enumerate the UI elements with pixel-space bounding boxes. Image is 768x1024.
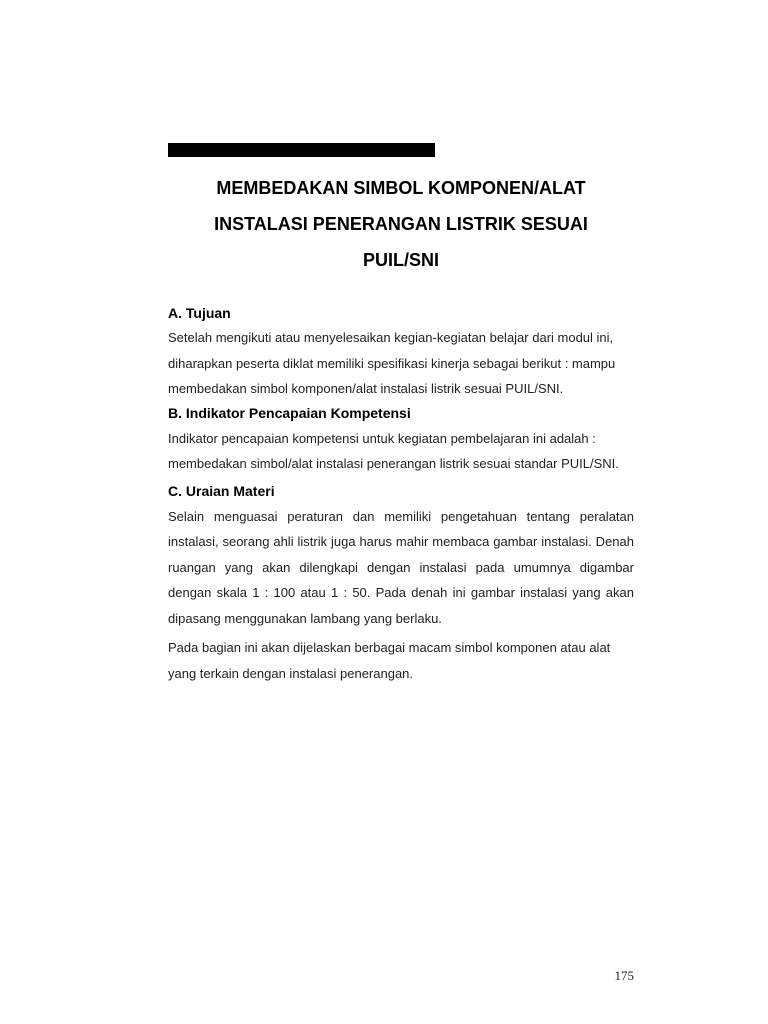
section-uraian-materi — [168, 482, 634, 687]
section-tujuan — [168, 304, 634, 402]
section-indikator — [168, 404, 634, 477]
title-line-2: INSTALASI PENERANGAN LISTRIK SESUAI — [214, 214, 588, 234]
title-line-1: MEMBEDAKAN SIMBOL KOMPONEN/ALAT — [216, 178, 586, 198]
content-body — [168, 304, 634, 686]
paragraph-indikator: Indikator pencapaian kompetensi untuk kegiatan pembelajaran ini adalah : membedakan simbol/alat instalasi penerangan listrik sesuai standar PUIL/SNI. — [168, 430, 619, 471]
paragraph-tujuan: Setelah mengikuti atau menyelesaikan kegian-kegiatan belajar dari modul ini, diharapkan peserta diklat memiliki spesifikasi kinerja sebagai berikut : mampu membedakan simbol komponen/alat instalasi listrik sesuai PUIL/SNI. — [168, 330, 616, 396]
section-heading-tujuan: A. Tujuan — [168, 305, 231, 321]
section-heading-indikator: B. Indikator Pencapaian Kompetensi — [168, 404, 411, 421]
paragraph-uraian-1: Selain menguasai peraturan dan memiliki pengetahuan tentang peralatan instalasi, seorang ahli listrik juga harus mahir membaca gambar instalasi. Denah ruangan yang akan dilengkapi dengan instalasi pada umumnya digambar dengan skala 1 : 100 atau 1 : 50. Pada denah ini gambar instalasi yang akan dipasang menggunakan lambang yang berlaku. — [168, 508, 634, 626]
page-title — [168, 170, 634, 278]
redaction-bar — [168, 143, 435, 157]
paragraph-uraian-2: Pada bagian ini akan dijelaskan berbagai macam simbol komponen atau alat yang terkain dengan instalasi penerangan. — [168, 640, 611, 681]
title-line-3: PUIL/SNI — [362, 250, 439, 270]
section-heading-uraian-materi: C. Uraian Materi — [168, 482, 275, 499]
page-number: 175 — [614, 968, 634, 983]
